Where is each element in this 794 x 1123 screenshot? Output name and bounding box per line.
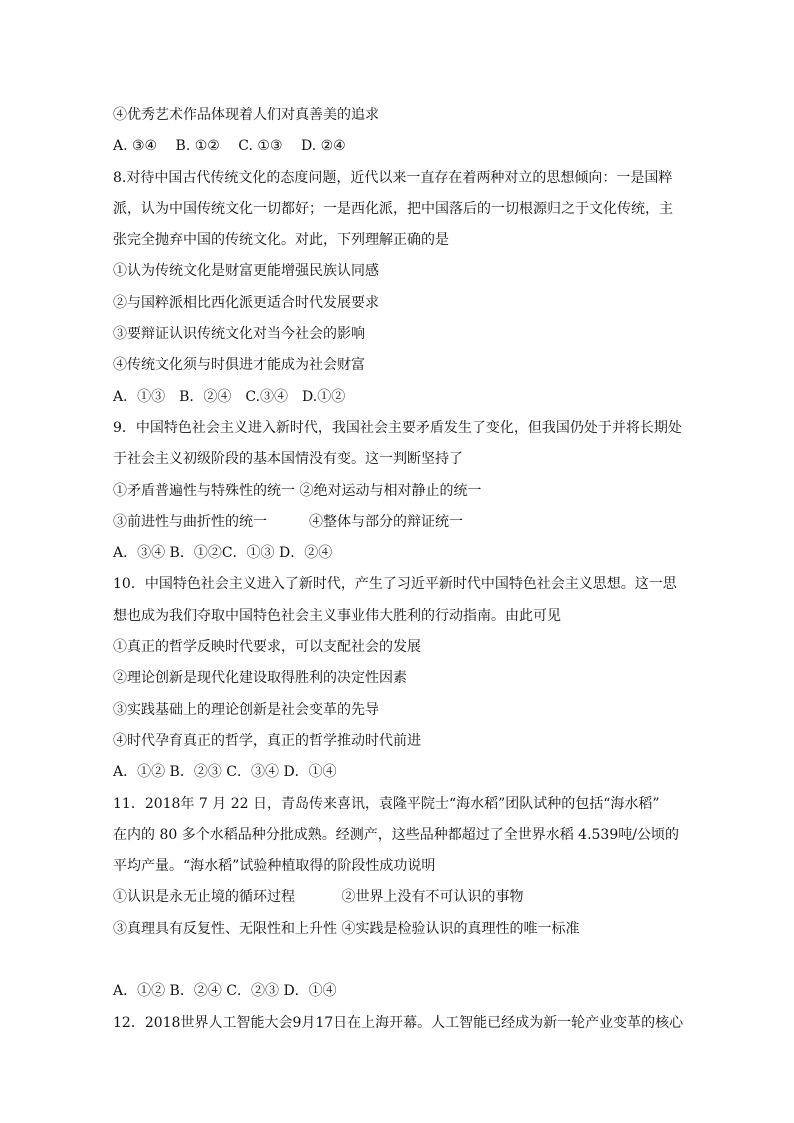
question-9-option: ③前进性与曲折性的统一 ④整体与部分的辩证统一 bbox=[113, 513, 463, 530]
question-11-option: ①认识是永无止境的循环过程 ②世界上没有不可认识的事物 bbox=[113, 889, 524, 906]
question-11-stem: 平均产量。“海水稻”试验种植取得的阶段性成功说明 bbox=[113, 858, 436, 875]
answer-options: A. ③④ B. ①② C. ①③ D. ②④ bbox=[113, 138, 346, 155]
answer-options: A．①③ B．②④ C.③④ D.①② bbox=[113, 388, 346, 405]
answer-options: A．①② B．②④ C．②③ D．①④ bbox=[113, 983, 337, 1000]
question-10-option: ①真正的哲学反映时代要求，可以支配社会的发展 bbox=[113, 639, 421, 656]
question-10-option: ②理论创新是现代化建设取得胜利的决定性因素 bbox=[113, 670, 407, 687]
question-8-option: ①认为传统文化是财富更能增强民族认同感 bbox=[113, 263, 379, 280]
question-8-stem: 张完全抛弃中国的传统文化。对此，下列理解正确的是 bbox=[113, 232, 449, 249]
question-9-stem: 9．中国特色社会主义进入新时代，我国社会主要矛盾发生了变化，但我国仍处于并将长期处 bbox=[113, 419, 682, 436]
question-10-option: ④时代孕育真正的哲学，真正的哲学推动时代前进 bbox=[113, 732, 421, 749]
answer-options: A．①② B．②③ C．③④ D．①④ bbox=[113, 764, 337, 781]
question-8-option: ②与国粹派相比西化派更适合时代发展要求 bbox=[113, 294, 379, 311]
text-line: ④优秀艺术作品体现着人们对真善美的追求 bbox=[113, 107, 379, 123]
question-8-option: ③要辩证认识传统文化对当今社会的影响 bbox=[113, 326, 365, 343]
question-10-stem: 想也成为我们夺取中国特色社会主义事业伟大胜利的行动指南。由此可见 bbox=[113, 607, 561, 624]
question-10-option: ③实践基础上的理论创新是社会变革的先导 bbox=[113, 701, 379, 718]
document-page bbox=[113, 100, 683, 1039]
question-10-stem: 10．中国特色社会主义进入了新时代，产生了习近平新时代中国特色社会主义思想。这一思 bbox=[113, 576, 677, 593]
question-9-option: ①矛盾普遍性与特殊性的统一 ②绝对运动与相对静止的统一 bbox=[113, 482, 482, 499]
question-9-stem: 于社会主义初级阶段的基本国情没有变。这一判断坚持了 bbox=[113, 451, 463, 468]
answer-options: A．③④ B．①②C．①③ D．②④ bbox=[113, 545, 333, 562]
blank-line bbox=[113, 945, 683, 976]
question-8-option: ④传统文化须与时俱进才能成为社会财富 bbox=[113, 357, 365, 374]
question-12-stem: 12．2018世界人工智能大会9月17日在上海开幕。人工智能已经成为新一轮产业变革的核心 bbox=[113, 1014, 684, 1031]
question-11-stem: 在内的 80 多个水稻品种分批成熟。经测产，这些品种都超过了全世界水稻 4.539吨/公顷的 bbox=[113, 826, 679, 843]
question-8-stem: 8.对待中国古代传统文化的态度问题，近代以来一直存在着两种对立的思想倾向：一是国粹 bbox=[113, 169, 673, 186]
question-11-option: ③真理具有反复性、无限性和上升性 ④实践是检验认识的真理性的唯一标准 bbox=[113, 920, 580, 937]
question-8-stem: 派，认为中国传统文化一切都好；一是西化派，把中国落后的一切根源归之于文化传统，主 bbox=[113, 200, 673, 217]
question-11-stem: 11．2018年 7 月 22 日，青岛传来喜讯，袁隆平院士“海水稻”团队试种的包括“海水稻” bbox=[113, 795, 660, 812]
